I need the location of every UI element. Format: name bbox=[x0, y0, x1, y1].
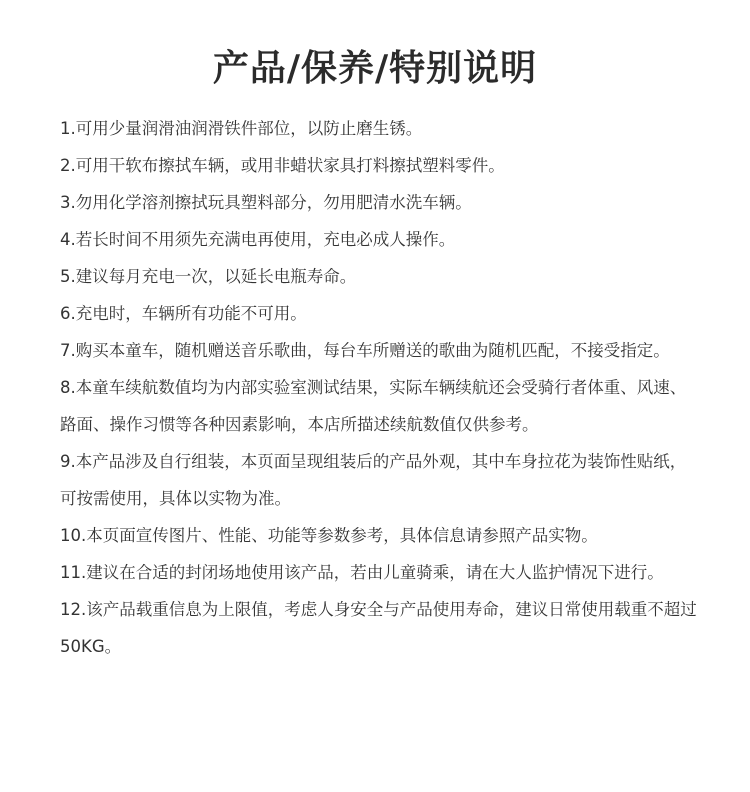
note-item: 11.建议在合适的封闭场地使用该产品，若由儿童骑乘，请在大人监护情况下进行。 bbox=[60, 563, 664, 582]
note-item: 8.本童车续航数值均为内部实验室测试结果，实际车辆续航还会受骑行者体重、风速、路面、操作习惯等各种因素影响，本店所描述续航数值仅供参考。 bbox=[60, 378, 687, 434]
note-item: 6.充电时，车辆所有功能不可用。 bbox=[60, 304, 307, 323]
note-item: 1.可用少量润滑油润滑铁件部位，以防止磨生锈。 bbox=[60, 119, 423, 138]
page-title: 产品/保养/特别说明 bbox=[212, 48, 538, 89]
notes-list bbox=[60, 110, 700, 665]
note-item: 9.本产品涉及自行组装，本页面呈现组装后的产品外观，其中车身拉花为装饰性贴纸，可按需使用，具体以实物为准。 bbox=[60, 452, 687, 508]
note-item: 2.可用干软布擦拭车辆，或用非蜡状家具打料擦拭塑料零件。 bbox=[60, 156, 505, 175]
note-item: 4.若长时间不用须先充满电再使用，充电必成人操作。 bbox=[60, 230, 456, 249]
note-item: 12.该产品载重信息为上限值，考虑人身安全与产品使用寿命，建议日常使用载重不超过50KG。 bbox=[60, 600, 697, 656]
note-item: 5.建议每月充电一次，以延长电瓶寿命。 bbox=[60, 267, 357, 286]
note-item: 7.购买本童车，随机赠送音乐歌曲，每台车所赠送的歌曲为随机匹配，不接受指定。 bbox=[60, 341, 670, 360]
note-item: 10.本页面宣传图片、性能、功能等参数参考，具体信息请参照产品实物。 bbox=[60, 526, 598, 545]
note-item: 3.勿用化学溶剂擦拭玩具塑料部分，勿用肥清水洗车辆。 bbox=[60, 193, 472, 212]
